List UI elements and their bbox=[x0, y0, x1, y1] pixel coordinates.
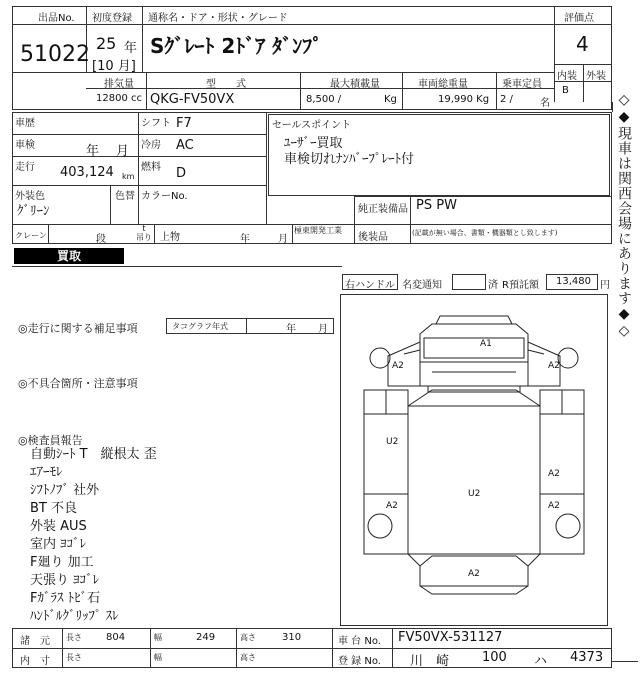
aftermarket-label: 後装品 bbox=[358, 232, 388, 243]
shift-label: シフト bbox=[141, 118, 171, 129]
displacement-label: 排気量 bbox=[104, 79, 134, 90]
first-reg-month: [10 月] bbox=[92, 59, 136, 74]
color-code-label: カラーNo. bbox=[141, 191, 188, 202]
inspector-label: ◎検査員報告 bbox=[18, 434, 83, 447]
width-label: 幅 bbox=[154, 633, 162, 642]
car-name-value: Sｸﾞﾚｰﾄ 2ﾄﾞｱ ﾀﾞﾝﾌﾟ bbox=[150, 34, 323, 58]
length-value: 804 bbox=[106, 632, 126, 643]
inspector-line: 室内 ﾖｺﾞﾚ bbox=[30, 537, 87, 552]
tachograph-year: 年 bbox=[286, 324, 296, 335]
freezer-label: 極東開発工業 bbox=[294, 226, 342, 235]
height-value: 310 bbox=[282, 632, 302, 643]
inspector-line: 外装 AUS bbox=[30, 519, 87, 534]
recycle-deposit-unit: 円 bbox=[600, 280, 610, 291]
inspector-line: ﾊﾝﾄﾞﾙｸﾞﾘｯﾌﾟ ｽﾚ bbox=[30, 609, 119, 624]
load-unit: Kg bbox=[384, 94, 397, 105]
crane-hanging: t 吊り bbox=[136, 224, 152, 242]
sales-point-label: セールスポイント bbox=[272, 120, 352, 131]
damage-mark: A2 bbox=[468, 569, 480, 579]
loading-label: 上物 bbox=[160, 232, 180, 243]
crane-stage: 段 bbox=[96, 234, 106, 245]
vin-label: 車 台 No. bbox=[338, 636, 381, 647]
inner-length-label: 長さ bbox=[66, 653, 82, 662]
inspector-line: ｼﾌﾄﾉﾌﾞ 社外 bbox=[30, 483, 100, 498]
reg-label: 登 録 No. bbox=[338, 656, 381, 667]
sales-point-line-2: 車検切れﾅﾝﾊﾞｰﾌﾟﾚｰﾄ付 bbox=[284, 152, 415, 167]
mileage-value: 403,124 bbox=[60, 165, 114, 180]
damage-mark: A2 bbox=[548, 469, 560, 479]
car-name-label: 通称名・ドア・形状・グレード bbox=[148, 13, 288, 24]
ext-color-label: 外装色 bbox=[15, 191, 45, 202]
inspector-line: 自動ｼｰﾄ T 縦根太 歪 bbox=[30, 447, 157, 462]
fuel-value: D bbox=[176, 166, 187, 181]
damage-mark: U2 bbox=[386, 437, 399, 447]
name-change-box bbox=[452, 274, 486, 290]
shift-value: F7 bbox=[176, 116, 192, 131]
mileage-unit: km bbox=[122, 172, 135, 181]
reg-class: 100 bbox=[482, 650, 507, 665]
inspector-line: F廻り 加工 bbox=[30, 555, 94, 570]
gvw-value: 19,990 Kg bbox=[438, 94, 490, 105]
options-value: PS PW bbox=[416, 198, 457, 213]
defects-label: ◎不具合箇所・注意事項 bbox=[18, 377, 138, 390]
lot-label: 出品No. bbox=[38, 13, 75, 24]
grade-label: 評価点 bbox=[564, 13, 594, 24]
lot-number: 51022 bbox=[20, 42, 90, 67]
damage-mark: A1 bbox=[480, 339, 492, 349]
damage-mark: A2 bbox=[386, 501, 398, 511]
inner-height-label: 高さ bbox=[240, 653, 256, 662]
tachograph-label: タコグラフ年式 bbox=[172, 322, 228, 331]
ac-value: AC bbox=[176, 138, 194, 153]
damage-mark: A2 bbox=[548, 501, 560, 511]
capacity-unit: 名 bbox=[540, 98, 550, 109]
gvw-label: 車両総重量 bbox=[418, 79, 468, 90]
capacity-value: 2 / bbox=[500, 94, 513, 105]
damage-mark: A2 bbox=[548, 361, 560, 371]
dims-label: 諸 元 bbox=[20, 636, 50, 647]
recycle-status: 済 bbox=[488, 280, 498, 291]
length-label: 長さ bbox=[66, 633, 82, 642]
venue-side-note: ◇◆現車は関西会場にあります◆◇ bbox=[616, 92, 632, 340]
first-reg-year: 25 bbox=[96, 34, 117, 53]
loading-year: 年 bbox=[240, 234, 250, 245]
displacement-value: 12800 cc bbox=[96, 93, 142, 104]
options-label: 純正装備品 bbox=[358, 204, 408, 215]
truck-damage-diagram bbox=[340, 294, 608, 626]
aftermarket-note: (記載が無い場合、書類・機器類とし致します) bbox=[412, 229, 558, 237]
capacity-label: 乗車定員 bbox=[502, 79, 542, 90]
purchase-badge: 買取 bbox=[14, 248, 124, 264]
model-value: QKG-FV50VX bbox=[150, 92, 235, 107]
reg-number: 4373 bbox=[570, 650, 604, 665]
interior-label: 内装 bbox=[557, 71, 577, 82]
mileage-label: 走行 bbox=[15, 162, 35, 173]
inspection-label: 車検 bbox=[15, 140, 35, 151]
inner-width-label: 幅 bbox=[154, 653, 162, 662]
ac-label: 冷房 bbox=[141, 140, 161, 151]
inspection-year: 年 bbox=[86, 144, 100, 159]
interior-grade: B bbox=[562, 85, 569, 96]
crane-label: クレーン bbox=[15, 231, 47, 240]
exterior-label: 外装 bbox=[586, 71, 606, 82]
load-value: 8,500 / bbox=[306, 94, 342, 105]
inspection-month: 月 bbox=[116, 144, 130, 159]
inspector-line: 天張り ﾖｺﾞﾚ bbox=[30, 573, 100, 588]
name-change-label: 名変通知 bbox=[402, 280, 442, 291]
inspector-line: Fｶﾞﾗｽ ﾄﾋﾞ石 bbox=[30, 591, 101, 606]
vin-value: FV50VX-531127 bbox=[398, 630, 503, 645]
load-label: 最大積載量 bbox=[330, 79, 380, 90]
reg-kana: ハ bbox=[534, 654, 548, 669]
model-label: 型 式 bbox=[206, 79, 246, 90]
fuel-label: 燃料 bbox=[141, 162, 161, 173]
inspector-line: ｴｱｰﾓﾚ bbox=[30, 465, 63, 480]
loading-month: 月 bbox=[278, 234, 288, 245]
inner-dims-label: 内 寸 bbox=[20, 656, 50, 667]
first-reg-label: 初度登録 bbox=[92, 13, 132, 24]
first-reg-year-unit: 年 bbox=[124, 41, 138, 56]
grade-value: 4 bbox=[576, 32, 589, 56]
driving-notes-label: ◎走行に関する補足事項 bbox=[18, 322, 138, 335]
damage-mark: U2 bbox=[468, 489, 481, 499]
ext-color-value: ｸﾞﾘｰﾝ bbox=[17, 204, 50, 219]
damage-mark: A2 bbox=[392, 361, 404, 371]
sales-point-line-1: ﾕｰｻﾞｰ買取 bbox=[284, 136, 343, 151]
drive-side: 右ハンドル bbox=[345, 280, 395, 291]
recycle-deposit-label: R預託額 bbox=[502, 280, 539, 291]
inspector-line: BT 不良 bbox=[30, 501, 77, 516]
color-change-label: 色替 bbox=[115, 191, 135, 202]
recycle-deposit-value: 13,480 bbox=[556, 276, 591, 287]
tachograph-month: 月 bbox=[318, 324, 328, 335]
reg-area: 川 崎 bbox=[410, 654, 450, 669]
history-label: 車歴 bbox=[15, 118, 35, 129]
width-value: 249 bbox=[196, 632, 216, 643]
height-label: 高さ bbox=[240, 633, 256, 642]
